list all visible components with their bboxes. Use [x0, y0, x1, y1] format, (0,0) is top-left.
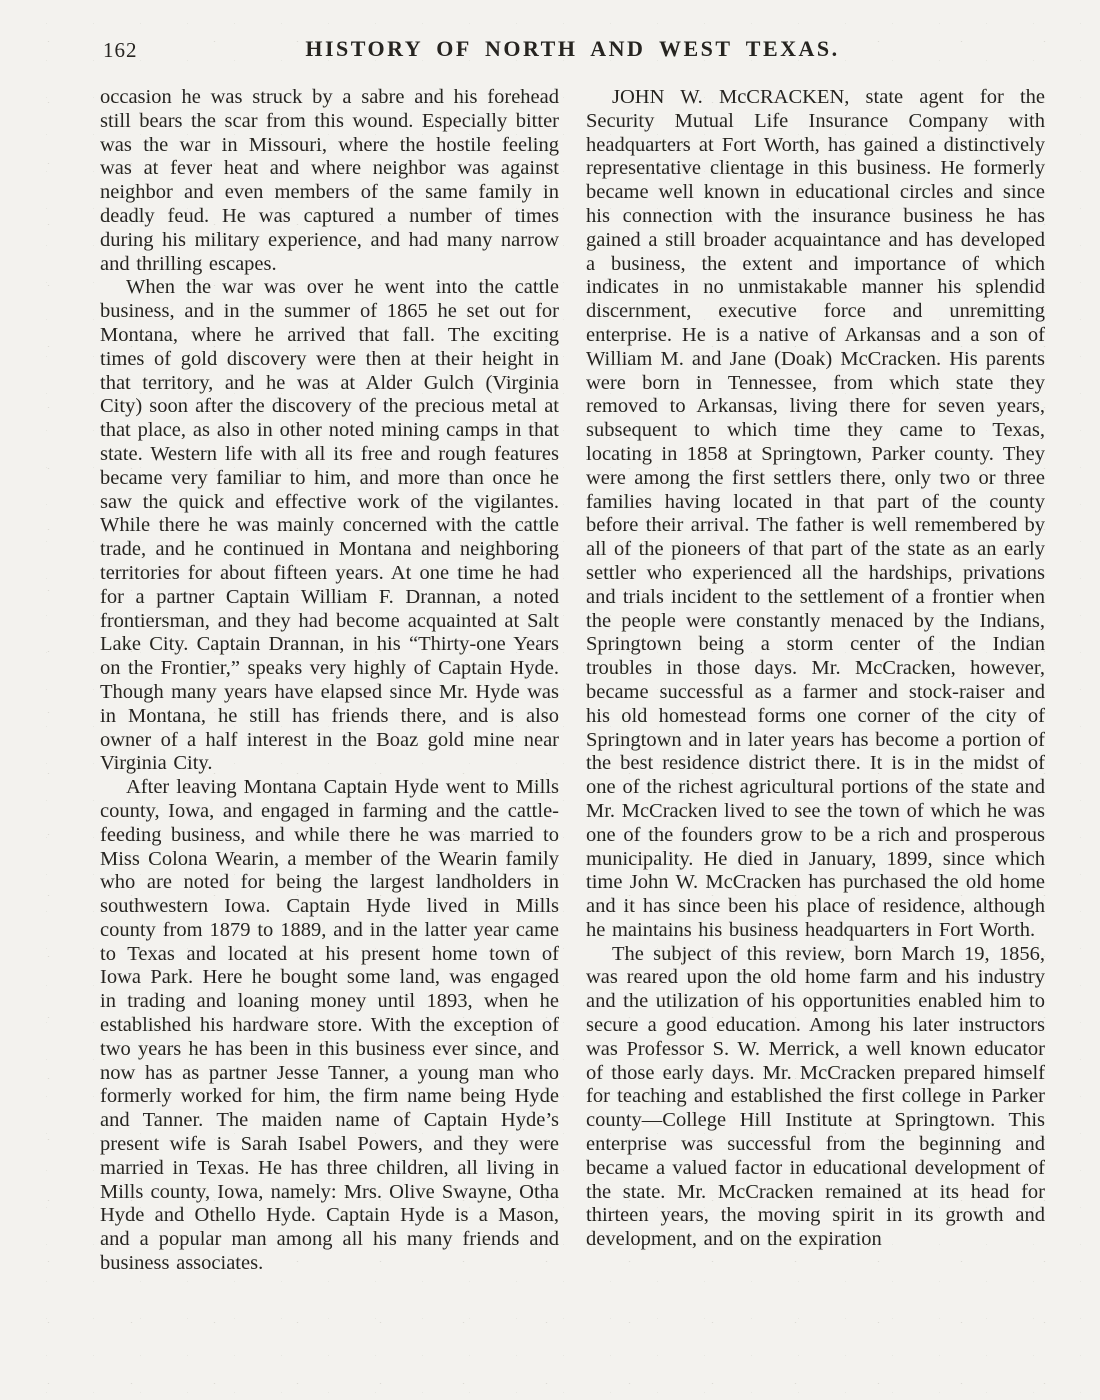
page-header-title: HISTORY OF NORTH AND WEST TEXAS. [305, 36, 840, 61]
paragraph-hyde-iowa-texas: After leaving Montana Captain Hyde went to Mills county, Iowa, and engaged in farming and the cattle-feeding business, and while there he was married to Miss Colona Wearin, a member of the Wearin family who are noted for being the largest landholders in southwestern Iowa. Captain Hyde lived in Mills county from 1879 to 1889, and in the latter year came to Texas and located at his present home town of Iowa Park. Here he bought some land, was engaged in trading and loaning money until 1893, when he established his hardware store. With the exception of two years he has been in this business ever since, and now has as partner Jesse Tanner, a young man who formerly worked for him, the firm name being Hyde and Tanner. The maiden name of Captain Hyde’s present wife is Sarah Isabel Powers, and they were married in Texas. He has three children, all living in Mills county, Iowa, namely: Mrs. Olive Swayne, Otha Hyde and Othello Hyde. Captain Hyde is a Mason, and a popular man among all his many friends and business associates. [100, 776, 559, 1275]
paragraph-hyde-montana: When the war was over he went into the cattle business, and in the summer of 1865 he set out for Montana, where he arrived that fall. The exciting times of gold discovery were then at their height in that territory, and he was at Alder Gulch (Virginia City) soon after the discovery of the precious metal at that place, as also in other noted mining camps in that state. Western life with all its free and rough features became very familiar to him, and more than once he saw the quick and effective work of the vigilantes. While there he was mainly concerned with the cattle trade, and he continued in Montana and neighboring territories for about fifteen years. At one time he had for a partner Captain William F. Drannan, a noted frontiersman, and they had become acquainted at Salt Lake City. Captain Drannan, in his “Thirty-one Years on the Frontier,” speaks very highly of Captain Hyde. Though many years have elapsed since Mr. Hyde was in Montana, he still has friends there, and is also owner of a half interest in the Boaz gold mine near Virginia City. [100, 276, 559, 775]
paragraph-continuation-hyde-war: occasion he was struck by a sabre and his forehead still bears the scar from this wound. Especially bitter was the war in Missouri, where the hostile feeling was at fever heat and where neighbor was against neighbor and even members of the same family in deadly feud. He was captured a number of times during his military experience, and had many narrow and thrilling escapes. [100, 86, 559, 275]
running-head [100, 0, 1045, 70]
paragraph-mccracken-education: The subject of this review, born March 19, 1856, was reared upon the old home farm and his industry and the utilization of his opportunities enabled him to secure a good education. Among his later instructors was Professor S. W. Merrick, a well known educator of those early days. Mr. McCracken prepared himself for teaching and established the first college in Parker county—College Hill Institute at Springtown. This enterprise was successful from the beginning and became a valued factor in educational development of the state. Mr. McCracken remained at its head for thirteen years, the moving spirit in its growth and development, and on the expiration [586, 942, 1045, 1251]
right-column [586, 86, 1045, 1276]
page-content [100, 0, 1045, 1400]
page-number: 162 [103, 38, 138, 62]
text-columns [100, 86, 1045, 1276]
paragraph-mccracken-intro: JOHN W. McCRACKEN, state agent for the Security Mutual Life Insurance Company with headquarters at Fort Worth, has gained a distinctively representative clientage in this business. He formerly became well known in educational circles and since his connection with the insurance business he has gained a still broader acquaintance and has developed a business, the extent and importance of which indicates in no unmistakable manner his splendid discernment, executive force and unremitting enterprise. He is a native of Arkansas and a son of William M. and Jane (Doak) McCracken. His parents were born in Tennessee, from which state they removed to Arkansas, living there for seven years, subsequent to which time they came to Texas, locating in 1858 at Springtown, Parker county. They were among the first settlers there, only two or three families having located in that part of the county before their arrival. The father is well remembered by all of the pioneers of that part of the state as an early settler who experienced all the hardships, privations and trials incident to the settlement of a frontier when the people were constantly menaced by the Indians, Springtown being a storm center of the Indian troubles in those days. Mr. McCracken, however, became successful as a farmer and stock-raiser and his old homestead forms one corner of the city of Springtown and in later years has become a portion of the best residence district there. It is in the midst of one of the richest agricultural portions of the state and Mr. McCracken lived to see the town of which he was one of the founders grow to be a rich and prosperous municipality. He died in January, 1899, since which time John W. McCracken has purchased the old home and it has since been his place of residence, although he maintains his business headquarters in Fort Worth. [586, 86, 1045, 941]
left-column [100, 86, 559, 1276]
